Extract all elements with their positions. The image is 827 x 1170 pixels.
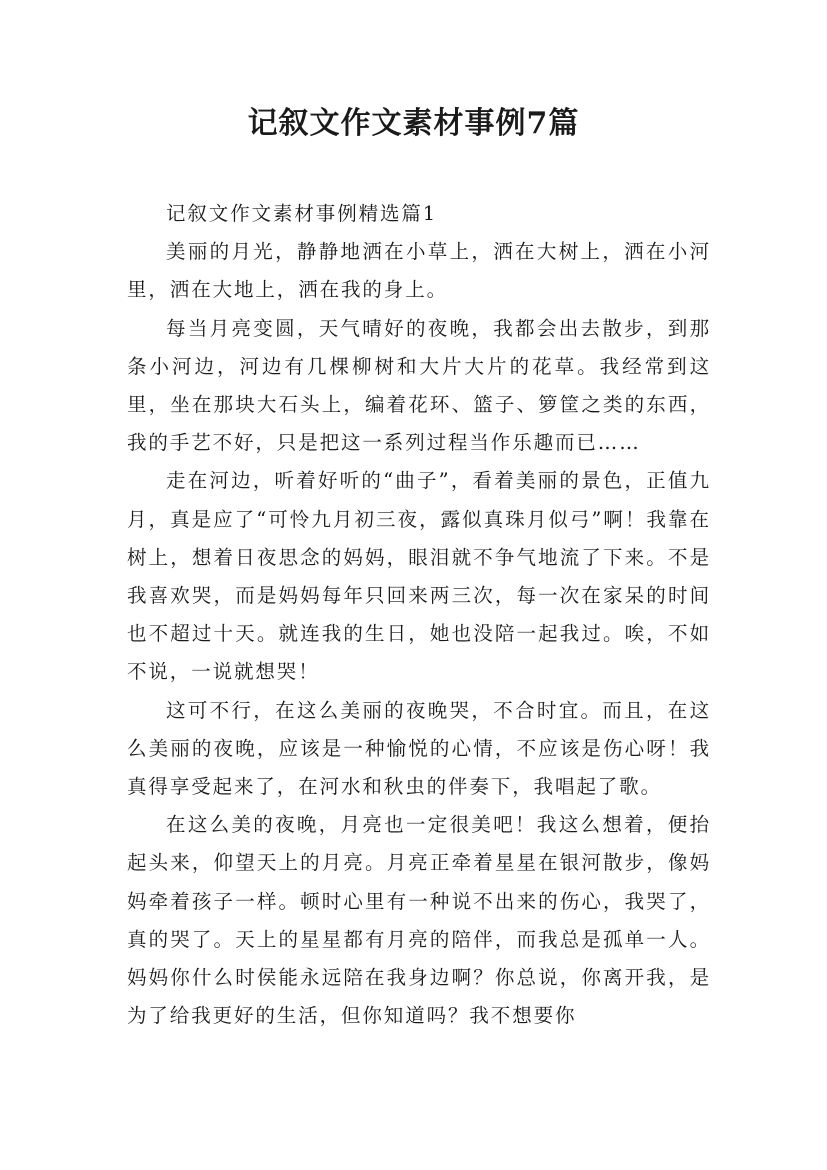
paragraph: 这可不行，在这么美丽的夜晚哭，不合时宜。而且，在这么美丽的夜晚，应该是一种愉悦的心情，不应该是伤心呀！我真得享受起来了，在河水和秋虫的伴奏下，我唱起了歌。 [127, 698, 711, 799]
paragraph: 每当月亮变圆，天气晴好的夜晚，我都会出去散步，到那条小河边，河边有几棵柳树和大片大片的花草。我经常到这里，坐在那块大石头上，编着花环、篮子、箩筐之类的东西，我的手艺不好，只是把这一系列过程当作乐趣而已…… [127, 316, 711, 455]
section-heading: 记叙文作文素材事例精选篇1 [166, 202, 438, 225]
document-title: 记叙文作文素材事例7篇 [247, 106, 580, 141]
paragraph: 美丽的月光，静静地洒在小草上，洒在大树上，洒在小河里，洒在大地上，洒在我的身上。 [127, 240, 711, 302]
paragraph: 在这么美的夜晚，月亮也一定很美吧！我这么想着，便抬起头来，仰望天上的月亮。月亮正牵着星星在银河散步，像妈妈牵着孩子一样。顿时心里有一种说不出来的伤心，我哭了，真的哭了。天上的星星都有月亮的陪伴，而我总是孤单一人。妈妈你什么时侯能永远陪在我身边啊？你总说，你离开我，是为了给我更好的生活，但你知道吗？我不想要你 [127, 813, 711, 1028]
document-body [127, 195, 711, 1035]
paragraph: 走在河边，听着好听的“曲子”，看着美丽的景色，正值九月，真是应了“可怜九月初三夜，露似真珠月似弓”啊！我靠在树上，想着日夜思念的妈妈，眼泪就不争气地流了下来。不是我喜欢哭，而是妈妈每年只回来两三次，每一次在家呆的时间也不超过十天。就连我的生日，她也没陪一起我过。唉，不如不说，一说就想哭！ [127, 469, 711, 684]
